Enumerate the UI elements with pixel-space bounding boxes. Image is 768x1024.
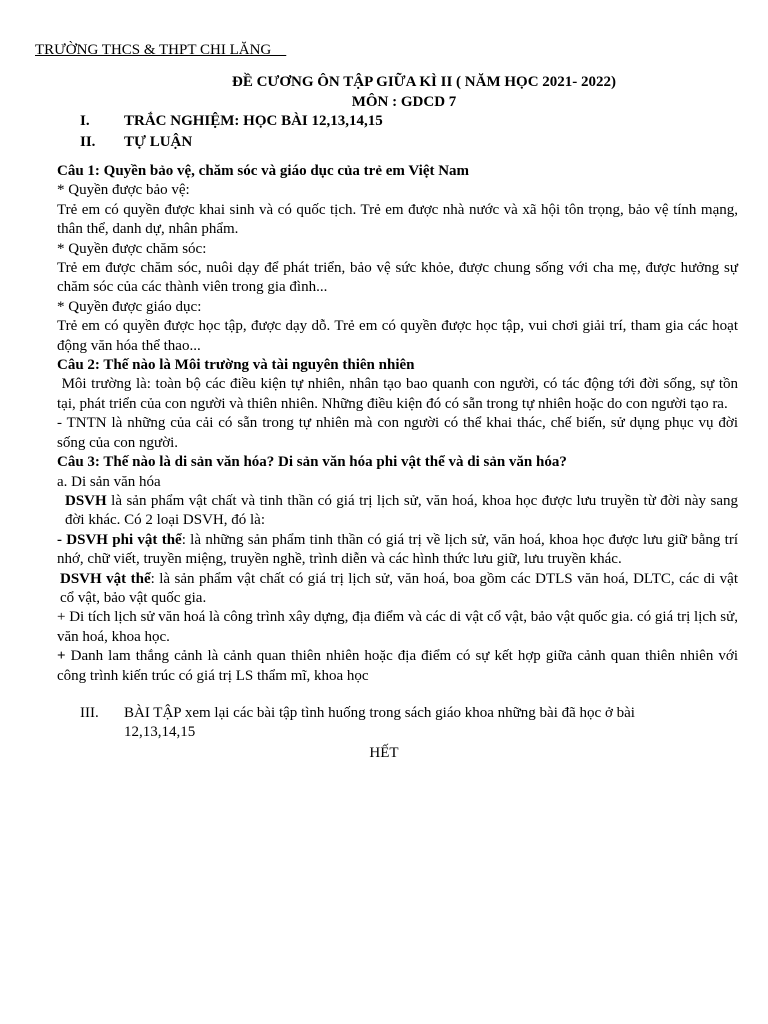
intangible-term: - DSVH phi vật thể xyxy=(57,531,182,548)
section-label: BÀI TẬP xem lại các bài tập tình huống trong sách giáo khoa những bài đã học ở bài 12,13,14,15 xyxy=(124,705,635,741)
question-3-heading: Câu 3: Thế nào là di sản văn hóa? Di sản văn hóa phi vật thể và di sản văn hóa? xyxy=(57,454,567,471)
q1-care-text: Trẻ em được chăm sóc, nuôi dạy để phát triển, bảo vệ sức khỏe, được chung sống với cha mẹ, được hưởng sự chăm sóc của các thành viên trong gia đình... xyxy=(57,260,738,296)
dsvh-term: DSVH xyxy=(65,492,107,509)
q3-landscape-paragraph xyxy=(57,647,738,686)
section-number: II. xyxy=(80,134,96,150)
tangible-term: DSVH vật thể xyxy=(60,570,151,587)
end-marker: HẾT xyxy=(369,745,399,761)
intangible-definition: : là những sản phẩm tinh thần có giá trị về lịch sử, văn hoá, khoa học được lưu giữ bằng trí nhớ, chữ viết, truyền miệng, truyền nghề, trình diễn và các hình thức lưu giữ, lưu truyền khác. xyxy=(57,531,738,568)
dsvh-definition: là sản phẩm vật chất và tinh thần có giá trị lịch sử, văn hoá, khoa học được lưu truyền từ đời này sang đời khác. Có 2 loại DSVH, đó là: xyxy=(65,492,738,529)
q2-resources-text: - TNTN là những của cải có sẵn trong tự nhiên mà con người có thể khai thác, chế biến, sử dụng phục vụ đời sống của con người. xyxy=(57,415,738,451)
q1-protect-text: Trẻ em có quyền được khai sinh và có quốc tịch. Trẻ em được nhà nước và xã hội tôn trọng, bảo vệ tính mạng, thân thể, danh dự, nhân phẩm. xyxy=(57,201,738,238)
q1-education-text: Trẻ em có quyền được học tập, được dạy dỗ. Trẻ em có quyền được học tập, vui chơi giải trí, tham gia các hoạt động văn hóa thể thao... xyxy=(57,318,738,354)
q1-protect-label: * Quyền được bảo vệ: xyxy=(57,182,190,199)
q3-tangible-paragraph xyxy=(57,570,738,609)
essay-content xyxy=(57,162,742,686)
section-2 xyxy=(80,132,192,152)
q3-dsvh-paragraph xyxy=(57,492,738,531)
q1-care-label: * Quyền được chăm sóc: xyxy=(57,240,207,257)
subject-title: MÔN : GDCD 7 xyxy=(351,94,457,110)
q3-relic-paragraph: + Di tích lịch sử văn hoá là công trình xây dựng, địa điểm và các di vật cổ vật, bảo vật quốc gia. có giá trị lịch sử, văn hoá, khoa học. xyxy=(57,609,738,645)
document-title: ĐỀ CƯƠNG ÔN TẬP GIỮA KÌ II ( NĂM HỌC 2021- 2022) xyxy=(231,74,617,90)
question-2-heading: Câu 2: Thế nào là Môi trường và tài nguyên thiên nhiên xyxy=(57,357,415,374)
section-number: I. xyxy=(80,113,90,129)
landscape-definition: Danh lam thắng cảnh là cảnh quan thiên nhiên hoặc địa điểm có sự kết hợp giữa cảnh quan thiên nhiên với công trình kiến trúc có giá trị LS thẩm mĩ, khoa học xyxy=(57,648,738,684)
question-1-heading: Câu 1: Quyền bảo vệ, chăm sóc và giáo dục của trẻ em Việt Nam xyxy=(57,163,470,179)
q3-a-label: a. Di sản văn hóa xyxy=(57,473,161,490)
q1-education-label: * Quyền được giáo dục: xyxy=(57,298,202,315)
plus-sign: + xyxy=(57,648,66,665)
school-name: TRƯỜNG THCS & THPT CHI LĂNG xyxy=(35,42,287,58)
section-number: III. xyxy=(80,705,99,721)
section-1 xyxy=(80,111,383,131)
tangible-definition: : là sản phẩm vật chất có giá trị lịch sử, văn hoá, boa gồm các DTLS văn hoá, DLTC, các di vật cổ vật, bảo vật quốc gia. xyxy=(60,570,738,606)
section-3 xyxy=(80,704,700,743)
section-label: TRẮC NGHIỆM: HỌC BÀI 12,13,14,15 xyxy=(124,113,383,129)
q2-environment-text: Môi trường là: toàn bộ các điều kiện tự nhiên, nhân tạo bao quanh con người, có tác động tới đời sống, sự tồn tại, phát triển của con người và thiên nhiên. Những điều kiện đó có sẵn trong tự nhiên hoặc do con người tạo ra. xyxy=(57,376,742,412)
q3-intangible-paragraph xyxy=(57,531,738,570)
section-label: TỰ LUẬN xyxy=(124,134,193,150)
